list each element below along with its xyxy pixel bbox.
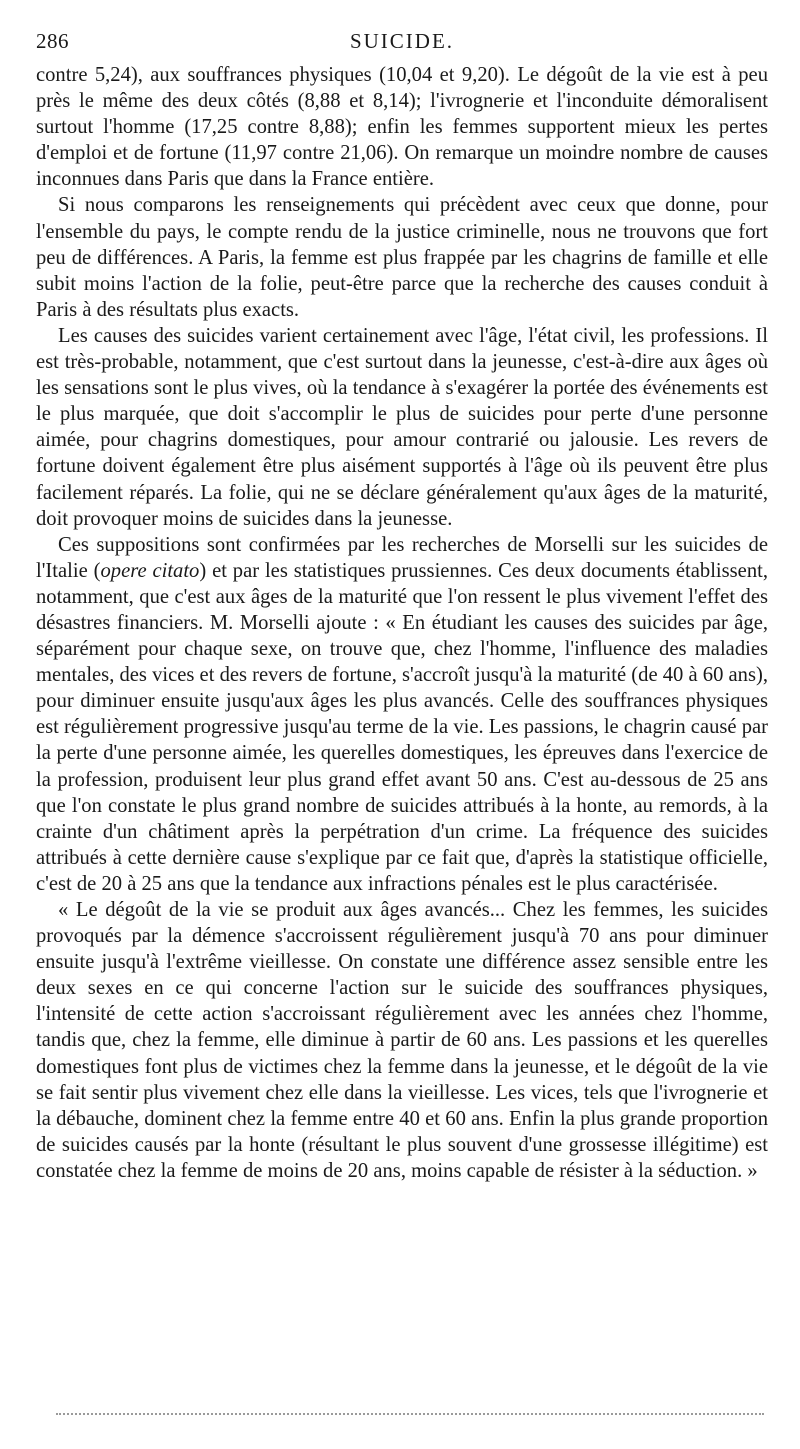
page-header [36, 26, 768, 56]
running-title: SUICIDE. [349, 29, 455, 53]
paragraph-5: « Le dégoût de la vie se produit aux âges avancés... Chez les femmes, les suicides provoqués par la démence s'accroissent régulièrement jusqu'à 70 ans pour diminuer ensuite jusqu'à l'extrême vieillesse. On constate une différence assez sensible entre les deux sexes en ce qui concerne l'action sur le suicide des souffrances physiques, l'intensité de cette action s'accroissant régulièrement avec les années chez l'homme, tandis que, chez la femme, elle diminue à partir de 60 ans. Les passions et les querelles domestiques font plus de victimes chez la femme dans la jeunesse, et le dégoût de la vie se fait sentir plus vivement chez elle dans la vieillesse. Les vices, tels que l'ivrognerie et la débauche, dominent chez la femme entre 40 et 60 ans. Enfin la plus grande proportion de suicides causés par la honte (résultant le plus souvent d'une grossesse illégitime) est constatée chez la femme de moins de 20 ans, moins capable de résister à la séduction. » [36, 899, 768, 1182]
paragraph-3: Les causes des suicides varient certainement avec l'âge, l'état civil, les professions. Il est très-probable, notamment, que c'est surtout dans la jeunesse, c'est-à-dire aux âges où les sensations sont le plus vives, où la tendance à s'exagérer la portée des événements est le plus marquée, que doit s'accomplir le plus de suicides pour perte d'une personne aimée, pour chagrins domestiques, pour amour contrarié ou jalousie. Les revers de fortune doivent également être plus aisément supportés à l'âge où ils peuvent être plus facilement réparés. La folie, qui ne se déclare généralement qu'aux âges de la maturité, doit provoquer moins de suicides dans la jeunesse. [36, 324, 768, 530]
page-number: 286 [36, 29, 69, 53]
citation-italic: opere citato [100, 559, 200, 582]
footer-dotted-rule [56, 1413, 764, 1415]
body-text [36, 62, 768, 1184]
book-page [36, 26, 768, 1184]
paragraph-1: contre 5,24), aux souffrances physiques (10,04 et 9,20). Le dégoût de la vie est à peu près le même des deux côtés (8,88 et 8,14); l'ivrognerie et l'inconduite démoralisent surtout l'homme (17,25 contre 8,88); enfin les femmes supportent mieux les pertes d'emploi et de fortune (11,97 contre 21,06). On remarque un moindre nombre de causes inconnues dans Paris que dans la France entière. [36, 64, 768, 191]
paragraph-2: Si nous comparons les renseignements qui précèdent avec ceux que donne, pour l'ensemble du pays, le compte rendu de la justice criminelle, nous ne trouvons que fort peu de différences. A Paris, la femme est plus frappée par les chagrins de famille et elle subit moins l'action de la folie, peut-être parce que la recherche des causes conduit à Paris à des résultats plus exacts. [36, 194, 768, 321]
paragraph-4: Ces suppositions sont confirmées par les recherches de Morselli sur les suicides de l'Italie (opere citato) et par les statistiques prussiennes. Ces deux documents établissent, notamment, que c'est aux âges de la maturité que l'on ressent le plus vivement l'effet des désastres financiers. M. Morselli ajoute : « En étudiant les causes des suicides par âge, séparément pour chaque sexe, on trouve que, chez l'homme, l'influence des maladies mentales, des vices et des revers de fortune, s'accroît jusqu'à la maturité (de 40 à 60 ans), pour diminuer ensuite jusqu'aux âges les plus avancés. Celle des souffrances physiques est régulièrement progressive jusqu'au terme de la vie. Les passions, le chagrin causé par la perte d'une personne aimée, les querelles domestiques, les épreuves dans l'exercice de la profession, produisent leur plus grand effet avant 50 ans. C'est au-dessous de 25 ans que l'on constate le plus grand nombre de suicides attribués à la honte, au remords, à la crainte d'un châtiment après la perpétration d'un crime. La fréquence des suicides attribués à cette dernière cause s'explique par ce fait que, d'après la statistique officielle, c'est de 20 à 25 ans que la tendance aux infractions pénales est le plus caractérisée. [36, 533, 768, 895]
